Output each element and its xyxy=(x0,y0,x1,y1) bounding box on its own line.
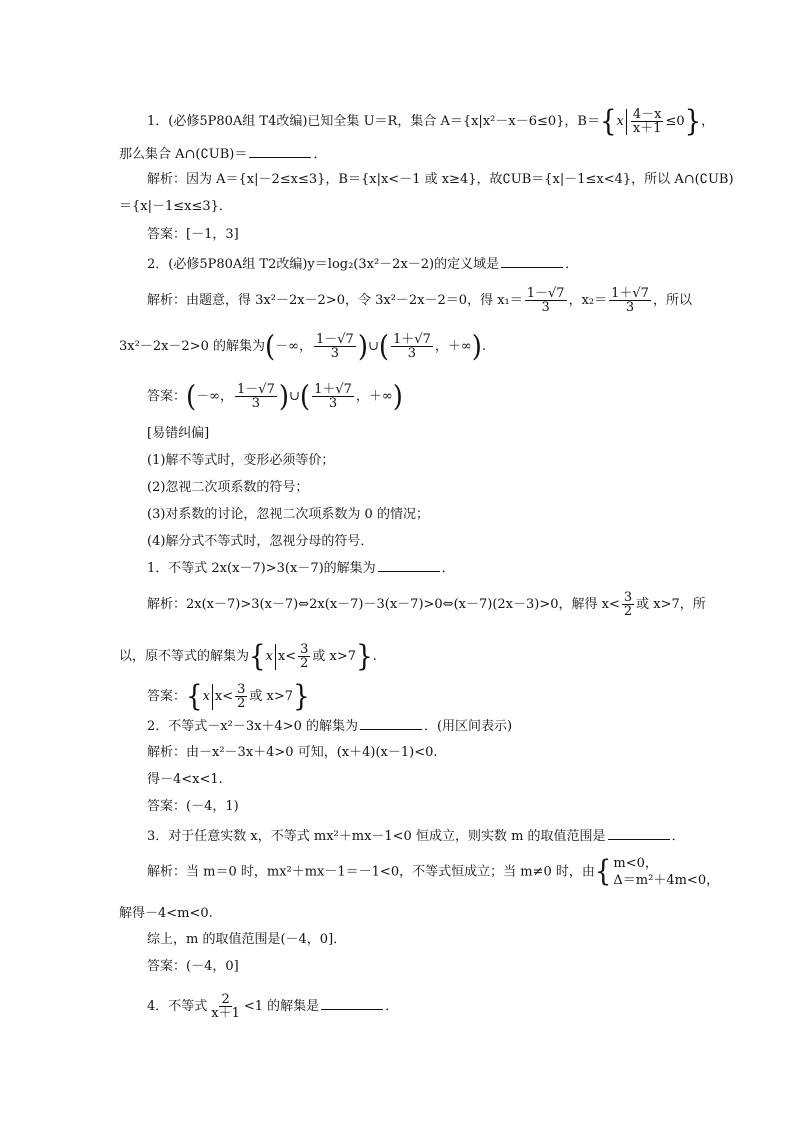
answer-blank xyxy=(501,255,563,268)
answer-blank xyxy=(321,997,383,1010)
answer-1: 答案：[－1，3] xyxy=(147,227,239,242)
answer-3-2: 答案：(－4，1) xyxy=(147,799,239,814)
analysis-2: 解析：由题意，得 3x²－2x－2>0，令 3x²－2x－2＝0，得 x₁＝ $\frac{1-√7}{3}$ ，x₂＝ $\frac{1+√7}{3}$ ，所以 xyxy=(147,286,692,315)
analysis-3-3-line3: 综上，m 的取值范围是(－4，0]． xyxy=(147,932,347,947)
answer-blank xyxy=(360,717,422,730)
fraction-x1: $\frac{1-√7}{3}$ xyxy=(526,286,565,315)
set-var: x xyxy=(616,113,624,129)
question-1: 1．(必修5P80A组 T4改编)已知全集 U＝R，集合 A＝{x|x²－x－6≤0}，B＝ { x $\frac{4-x}{x+1}$ ≤0 } ， xyxy=(147,105,715,138)
question-1-line2: 那么集合 A∩(∁UB)＝ ． xyxy=(119,147,327,162)
system-of-inequalities: { m<0， Δ＝m²＋4m<0， xyxy=(594,855,720,889)
answer-blank xyxy=(608,827,670,840)
question-2: 2．(必修5P80A组 T2改编)y＝log₂(3x²－2x－2)的定义域是 ． xyxy=(147,257,579,272)
answer-3-3: 答案：(－4，0] xyxy=(147,959,239,974)
question-3-2: 2．不等式－x²－3x＋4>0 的解集为 ．(用区间表示) xyxy=(147,719,513,734)
pitfall-3: (3)对系数的讨论，忽视二次项系数为 0 的情况； xyxy=(147,507,429,522)
answer-2: 答案：(－∞， $\frac{1-√7}{3}$ )∪( $\frac{1+√7}{3}$ ，＋∞) xyxy=(147,380,403,413)
pitfall-2: (2)忽视二次项系数的符号； xyxy=(147,480,309,495)
question-3-4: 4．不等式 $\frac{2}{x+1}$ <1 的解集是 ． xyxy=(147,992,399,1021)
analysis-3-2: 解析：由－x²－3x＋4>0 可知，(x＋4)(x－1)<0. xyxy=(147,745,438,760)
pitfall-1: (1)解不等式时，变形必须等价； xyxy=(147,453,335,468)
answer-blank xyxy=(249,145,311,158)
fraction-x2: $\frac{1+√7}{3}$ xyxy=(611,286,649,315)
analysis-2-line2: 3x²－2x－2>0 的解集为(－∞， $\frac{1-√7}{3}$ )∪( $\frac{1+√7}{3}$ ，＋∞). xyxy=(119,330,486,363)
analysis-3-1: 解析：2x(x－7)>3(x－7)⇔2x(x－7)－3(x－7)>0⇔(x－7)(2x－3)>0，解得 x< $\frac{3}{2}$ 或 x>7，所 xyxy=(147,590,706,619)
question-3-1: 1．不等式 2x(x－7)>3(x－7)的解集为 ． xyxy=(147,561,455,576)
analysis-3-3: 解析：当 m＝0 时，mx²＋mx－1＝－1<0，不等式恒成立；当 m≠0 时，由 { m<0， Δ＝m²＋4m<0， xyxy=(147,855,720,889)
analysis-3-3-line2: 解得－4<m<0. xyxy=(119,906,213,921)
analysis-1-line2: ＝{x|－1≤x≤3}． xyxy=(119,199,232,214)
answer-3-1: 答案： { x x< $\frac{3}{2}$ 或 x>7 } xyxy=(147,680,310,713)
question-3-3: 3．对于任意实数 x，不等式 mx²＋mx－1<0 恒成立，则实数 m 的取值范围是 ． xyxy=(147,829,685,844)
fraction-4-x: $\frac{4-x}{x+1}$ xyxy=(632,107,662,136)
analysis-3-2-line2: 得－4<x<1. xyxy=(147,772,223,787)
analysis-1: 解析：因为 A＝{x|－2≤x≤3}，B＝{x|x<－1 或 x≥4}，故∁UB＝{x|－1≤x<4}，所以 A∩(∁UB) xyxy=(147,172,734,187)
question-1-text: 1．(必修5P80A组 T4改编)已知全集 U＝R，集合 A＝{x|x²－x－6≤0}，B＝ xyxy=(147,114,600,129)
answer-blank xyxy=(378,559,440,572)
pitfall-4: (4)解分式不等式时，忽视分母的符号． xyxy=(147,534,374,549)
analysis-3-1-line2: 以，原不等式的解集为 { x x< $\frac{3}{2}$ 或 x>7 } . xyxy=(119,640,377,673)
set-b: { x $\frac{4-x}{x+1}$ ≤0 } xyxy=(599,105,702,138)
pitfalls-heading: [易错纠偏] xyxy=(147,426,210,441)
